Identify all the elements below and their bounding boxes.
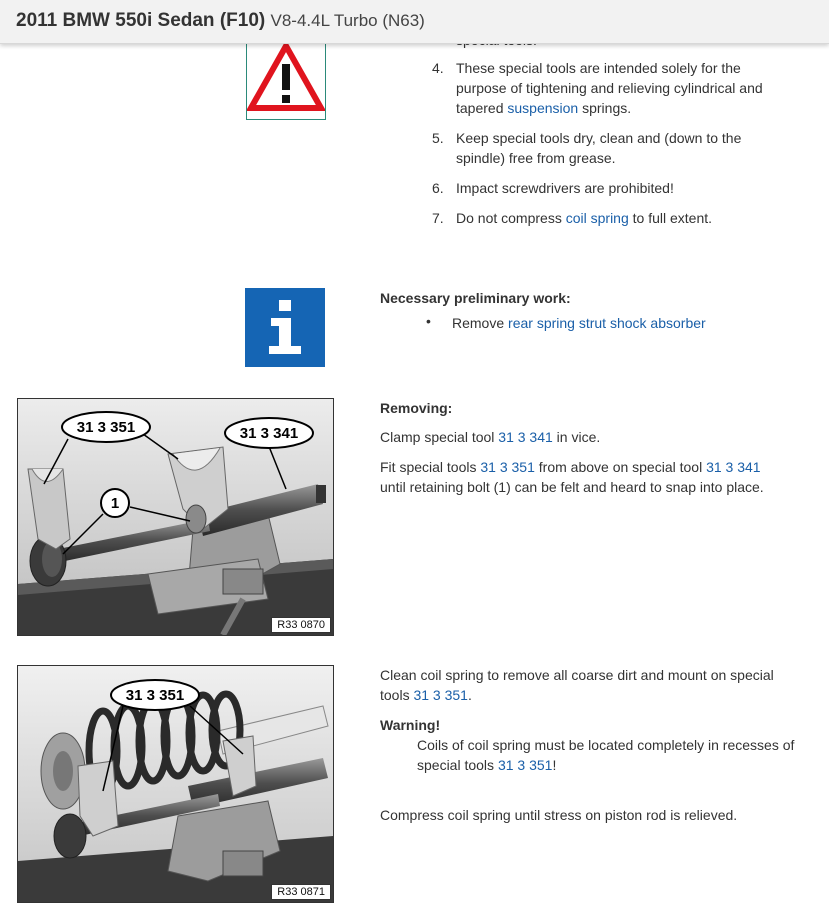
tool-351-link[interactable]: 31 3 351 — [497, 757, 553, 773]
page-header — [0, 0, 829, 44]
bullet: • — [426, 313, 431, 329]
warning-heading: Warning! — [380, 717, 441, 733]
figure-ref: R33 0871 — [271, 884, 331, 900]
callout-bolt: 1 — [110, 495, 120, 512]
tool-341-link[interactable]: 31 3 341 — [706, 459, 761, 475]
warning-icon — [246, 38, 326, 120]
tool-351-link[interactable]: 31 3 351 — [413, 687, 468, 703]
callout-tool-341: 31 3 341 — [239, 425, 299, 442]
removing-step-1: Clamp special tool 31 3 341 in vice. — [380, 429, 601, 445]
warning-text: Coils of coil spring must be located completely in recesses of special tools 31 3 351! — [417, 737, 795, 773]
page-title — [16, 10, 425, 32]
vehicle-model: 2011 BMW 550i Sedan (F10) — [16, 10, 266, 31]
suspension-link[interactable]: suspension — [507, 100, 579, 116]
removing-step-2: Fit special tools 31 3 351 from above on special tool 31 3 341 until retaining bolt (1) can be felt and heard to snap into place. — [380, 459, 764, 495]
precaution-list — [432, 58, 777, 238]
prelim-item: Remove rear spring strut shock absorber — [452, 315, 706, 331]
prelim-heading: Necessary preliminary work: — [380, 290, 571, 306]
figure-tool-assembly — [17, 398, 334, 636]
callout-tool-351: 31 3 351 — [76, 419, 136, 436]
coil-spring-link[interactable]: coil spring — [565, 210, 629, 226]
tool-351-link[interactable]: 31 3 351 — [480, 459, 535, 475]
info-icon — [245, 288, 325, 367]
list-item: 4. These special tools are intended solely for the purpose of tightening and relieving cylindrical and tapered suspension springs. — [432, 60, 763, 116]
list-item: 5. Keep special tools dry, clean and (down to the spindle) free from grease. — [432, 130, 742, 166]
rear-strut-link[interactable]: rear spring strut shock absorber — [508, 315, 706, 331]
tool-341-link[interactable]: 31 3 341 — [498, 429, 553, 445]
figure-spring-mounted — [17, 665, 334, 903]
compress-step: Compress coil spring until stress on piston rod is relieved. — [380, 807, 738, 823]
removing-heading: Removing: — [380, 400, 453, 416]
list-item: 6. Impact screwdrivers are prohibited! — [432, 180, 674, 196]
clean-step: Clean coil spring to remove all coarse dirt and mount on special tools 31 3 351. — [380, 667, 774, 703]
vehicle-engine: V8-4.4L Turbo (N63) — [270, 11, 425, 30]
list-item: 7. Do not compress coil spring to full extent. — [432, 210, 713, 226]
callout-tool-351: 31 3 351 — [125, 687, 185, 704]
figure-ref: R33 0870 — [271, 617, 331, 633]
